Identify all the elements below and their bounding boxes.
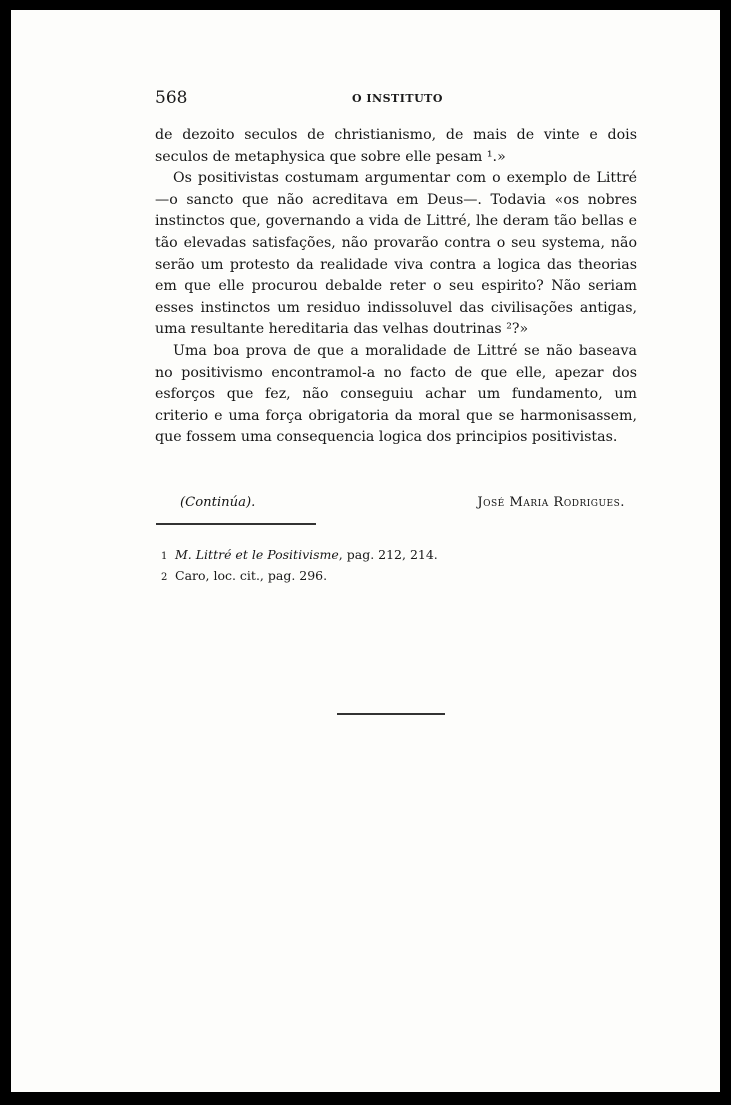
paragraph-3: Uma boa prova de que a moralidade de Littré se não baseava no positivismo encontramol-a no facto de que elle, apezar dos esforços que fez, não conseguiu achar um fundamento, um criterio e uma força obrigatoria da moral que se harmonisassem, que fossem uma consequencia logica dos principios positivistas. [155,342,637,446]
footnote-text: Caro, loc. cit., pag. 296. [175,568,328,583]
author-name: José Maria Rodrigues. [477,495,625,510]
paragraph-2: Os positivistas costumam argumentar com o exemplo de Littré —o sancto que não acreditava em Deus—. Todavia «os nobres instinctos que, governando a vida de Littré, lhe deram tão bellas e tão elevadas satisfações, não provarão contra o seu systema, não serão um protesto da realidade viva contra a logica das theorias em que elle procurou debalde reter o seu espirito? Não seriam esses instinctos um residuo indissoluvel das civilisações antigas, uma resultante hereditaria das velhas doutrinas ²?» [155,170,637,338]
running-title: O INSTITUTO [352,92,443,105]
book-page [11,10,720,1092]
paragraph-1: de dezoito seculos de christianismo, de mais de vinte e dois seculos de metaphysica que sobre elle pesam ¹.» [155,127,637,165]
page-header [155,88,637,112]
footnote-rule [156,523,316,525]
footnote-2 [161,566,631,587]
footnote-mark: 1 [161,551,168,562]
continua-note: (Continúa). [180,495,256,510]
footnote-mark: 2 [161,572,168,583]
page-number: 568 [155,88,188,108]
footnotes [161,545,631,587]
footnote-text: , pag. 212, 214. [338,547,438,562]
footnote-italic: M. Littré et le Positivisme [175,547,339,562]
end-rule [337,713,445,715]
body-text [155,125,637,449]
footnote-1 [161,545,631,566]
